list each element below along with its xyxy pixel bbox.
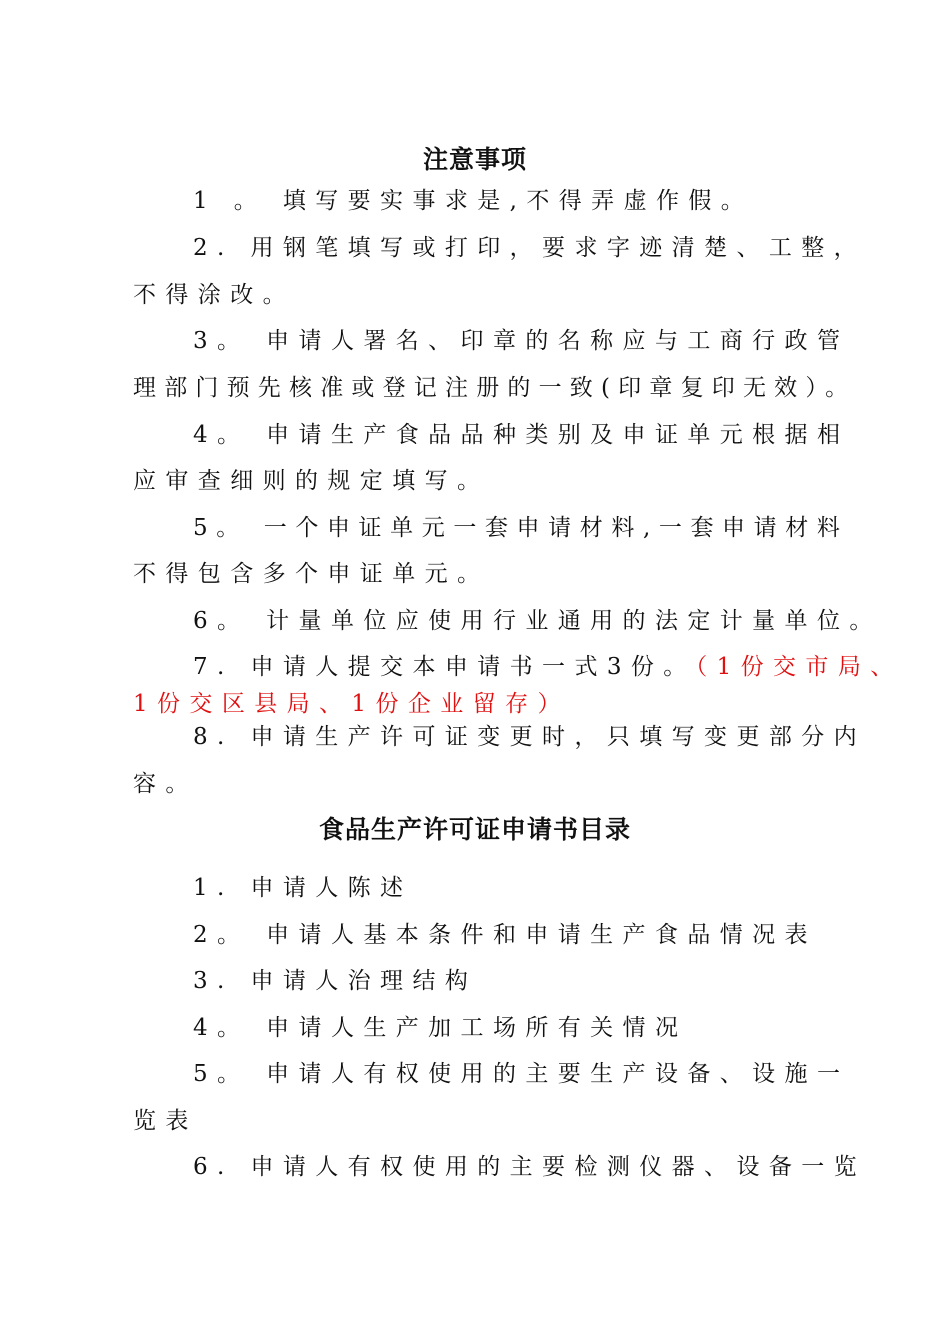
note-line-6: 6。 计量单位应使用行业通用的法定计量单位。 (193, 608, 882, 634)
note-line-4: 4。 申请生产食品品种类别及申证单元根据相 (193, 422, 850, 448)
note-line-3: 3。 申请人署名、印章的名称应与工商行政管 (193, 328, 850, 354)
toc-title: 食品生产许可证申请书目录 (318, 815, 631, 844)
note-line-5-cont: 不得包含多个申证单元。 (133, 561, 490, 587)
note-line-8-cont: 容。 (133, 771, 198, 797)
note-line-7-red-cont: 1份交区县局、1份企业留存） (133, 691, 570, 717)
toc-line-5: 5。 申请人有权使用的主要生产设备、设施一 (193, 1061, 850, 1087)
toc-line-2: 2。 申请人基本条件和申请生产食品情况表 (193, 922, 817, 948)
note-line-7 (193, 652, 903, 682)
toc-line-1: 1. 申请人陈述 (193, 875, 413, 901)
note-line-4-cont: 应审查细则的规定填写。 (133, 468, 490, 494)
notes-title: 注意事项 (422, 145, 527, 174)
note-line-7-red: （1份交市局、 (695, 654, 903, 680)
toc-line-3: 3. 申请人治理结构 (193, 968, 478, 994)
note-line-8: 8. 申请生产许可证变更时，只填写变更部分内 (193, 724, 867, 750)
note-line-2-cont: 不得涂改。 (133, 282, 295, 308)
toc-line-5-cont: 览表 (133, 1108, 198, 1134)
note-line-3-cont: 理部门预先核准或登记注册的一致(印章复印无效）。 (133, 375, 857, 401)
note-line-1: 1 。 填写要实事求是,不得弄虚作假。 (193, 188, 754, 214)
toc-line-6: 6. 申请人有权使用的主要检测仪器、设备一览 (193, 1154, 867, 1180)
note-line-5: 5。 一个申证单元一套申请材料,一套申请材料 (193, 515, 849, 541)
toc-line-4: 4。 申请人生产加工场所有关情况 (193, 1015, 688, 1041)
note-line-2: 2. 用钢笔填写或打印，要求字迹清楚、工整， (193, 235, 867, 261)
note-line-7-text: 7. 申请人提交本申请书一式3份。 (193, 654, 696, 680)
